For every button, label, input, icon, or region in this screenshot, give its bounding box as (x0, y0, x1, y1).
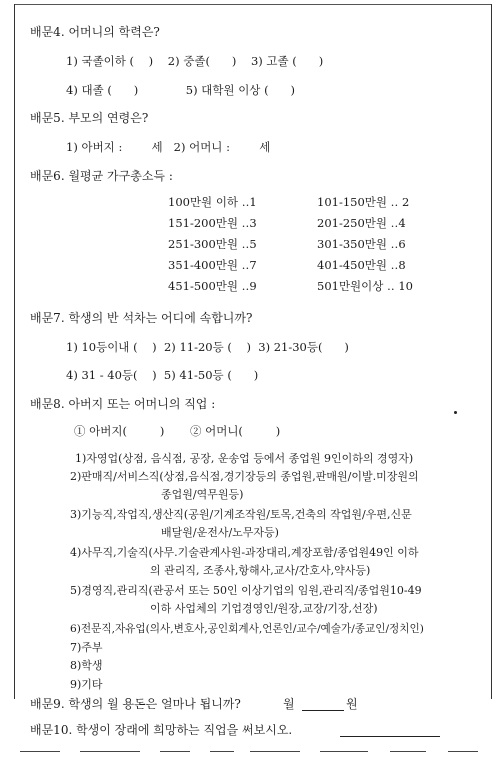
bottom-dash (320, 751, 368, 752)
q7-title: 배문7. 학생의 반 석차는 어디에 속합니까? (30, 311, 253, 325)
q4-title: 배문4. 어머니의 학력은? (30, 25, 160, 39)
bottom-dash (390, 751, 426, 752)
q10-title: 배문10. 학생이 장래에 희망하는 직업을 써보시오. (30, 723, 293, 737)
q7-options-line1: 1) 10등이내 ( ) 2) 11-20등 ( ) 3) 21-30등( ) (66, 340, 349, 354)
q8-item: 8)학생 (70, 659, 103, 672)
q4-options-line1: 1) 국졸이하 ( ) 2) 중졸( ) 3) 고졸 ( ) (66, 54, 324, 68)
q8-item-cont: 배달원/운전사/노무자등) (161, 526, 279, 539)
bottom-dash (448, 751, 478, 752)
q9-title: 배문9. 학생의 월 용돈은 얼마나 됩니까? (30, 697, 241, 711)
q5-title: 배문5. 부모의 연령은? (30, 111, 149, 125)
page-border-left (14, 4, 15, 699)
q8-item: 9)기타 (70, 678, 103, 691)
q6-option-left: 251-300만원 ‥5 (168, 237, 257, 251)
q6-option-right: 501만원이상 ‥ 10 (317, 279, 414, 293)
future-job-blank[interactable] (340, 723, 440, 737)
q8-item-cont: 종업원/역무원등) (161, 488, 244, 501)
q8-item: 1)자영업(상점, 음식점, 공장, 운송업 등에서 종업원 9인이하의 경영자) (75, 452, 414, 465)
bottom-dash (20, 751, 60, 752)
q5-options-line1: 1) 아버지 : 세 2) 어머니 : 세 (66, 140, 271, 154)
q8-item: 6)전문직,자유업(의사,변호사,공인회계사,언론인/교수/예술가/종교인/정치인) (70, 623, 424, 635)
allowance-blank[interactable] (302, 697, 344, 711)
q9-unit-suffix: 원 (346, 697, 358, 711)
q8-title: 배문8. 아버지 또는 어머니의 직업 : (30, 397, 216, 411)
page-border-right (491, 4, 492, 699)
q6-option-left: 100만원 이하 ‥1 (168, 195, 257, 209)
q8-item-cont: 의 관리직, 조종사,항해사,교사/간호사,약사등) (150, 564, 371, 577)
bottom-dash (160, 751, 190, 752)
q8-item: 3)기능직,작업직,생산직(공원/기계조작원/토목,건축의 작업원/우편,신문 (70, 508, 412, 521)
stray-dot (454, 411, 457, 414)
q8-parent-choices: ① 아버지( ) ② 어머니( ) (74, 424, 281, 438)
q8-item: 5)경영직,관리직(관공서 또는 50인 이상기업의 임원,관리직/종업원10-49 (70, 584, 422, 597)
q6-option-right: 201-250만원 ‥4 (317, 216, 406, 230)
q6-title: 배문6. 월평균 가구총소득 : (30, 169, 173, 183)
bottom-dash (210, 751, 234, 752)
q8-item: 7)주부 (70, 641, 103, 654)
q6-option-left: 151-200만원 ‥3 (168, 216, 257, 230)
q6-option-right: 101-150만원 ‥ 2 (317, 195, 410, 209)
q6-option-left: 351-400만원 ‥7 (168, 258, 257, 272)
q4-options-line2: 4) 대졸 ( ) 5) 대학원 이상 ( ) (66, 83, 295, 97)
page-border-top (14, 4, 492, 5)
q6-option-right: 401-450만원 ‥8 (317, 258, 406, 272)
q8-item: 4)사무직,기술직(사무.기술관계사원-과장대리,계장포함/종업원49인 이하 (70, 546, 419, 559)
bottom-dash (80, 751, 140, 752)
bottom-dash (250, 751, 300, 752)
q8-item-cont: 이하 사업체의 기업경영인/원장,교장/기장,선장) (150, 602, 378, 615)
q7-options-line2: 4) 31 - 40등( ) 5) 41-50등 ( ) (66, 368, 259, 382)
q8-item: 2)판매직/서비스직(상점,음식점,경기장등의 종업원,판매원/이발.미장원의 (70, 470, 419, 483)
q6-option-left: 451-500만원 ‥9 (168, 279, 257, 293)
q9-unit-prefix: 월 (283, 697, 295, 711)
q6-option-right: 301-350만원 ‥6 (317, 237, 406, 251)
